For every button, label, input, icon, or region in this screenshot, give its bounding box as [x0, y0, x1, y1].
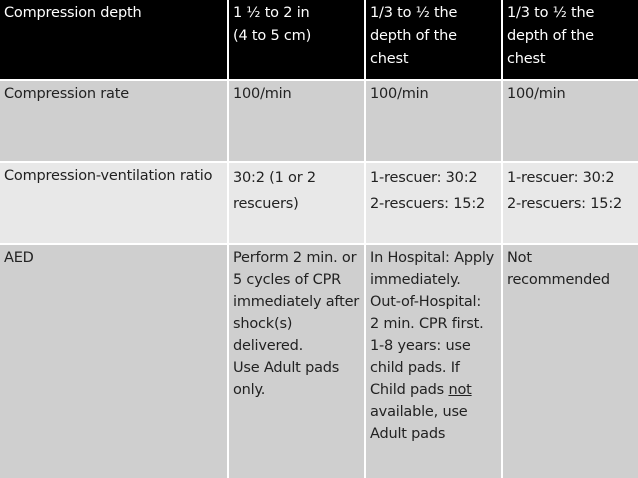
cell-rate-infant: [502, 80, 638, 162]
row-label-aed: [0, 244, 228, 478]
cell-line: In Hospital: Apply: [370, 250, 495, 266]
cell-line: chest: [507, 51, 546, 67]
cell-line: recommended: [507, 272, 610, 288]
cell-line: Perform 2 min. or: [233, 250, 357, 266]
cell-line: Use Adult pads: [233, 360, 340, 376]
cell-line: 1-rescuer: 30:2: [370, 170, 478, 186]
cell-line: delivered.: [233, 338, 304, 354]
cell-line: 1 ½ to 2 in: [233, 5, 310, 21]
cell-text: Compression depth: [4, 5, 142, 21]
cell-rate-child: [365, 80, 502, 162]
cell-line: 1/3 to ½ the: [507, 5, 595, 21]
row-label-compression-rate: [0, 80, 228, 162]
cell-line: Not: [507, 250, 532, 266]
cell-line: depth of the: [507, 28, 594, 44]
cell-line: shock(s): [233, 316, 293, 332]
cell-line: Adult pads: [370, 426, 446, 442]
cell-line: 1-8 years: use: [370, 338, 471, 354]
cell-line: available, use: [370, 404, 468, 420]
cell-line: 100/min: [507, 86, 566, 102]
cell-line: immediately after: [233, 294, 360, 310]
cell-line: 100/min: [233, 86, 292, 102]
cell-line: only.: [233, 382, 266, 398]
cell-line: depth of the: [370, 28, 457, 44]
cell-aed-infant: [502, 244, 638, 478]
cell-line: 100/min: [370, 86, 429, 102]
cell-line: 5 cycles of CPR: [233, 272, 342, 288]
cell-depth-infant: [502, 0, 638, 80]
cell-ratio-child: [365, 162, 502, 244]
cell-aed-child: [365, 244, 502, 478]
table-row-compression-ventilation-ratio: [0, 162, 638, 244]
cell-depth-adult: [228, 0, 365, 80]
row-label-compression-depth: [0, 0, 228, 80]
cell-line: Out-of-Hospital:: [370, 294, 482, 310]
cell-line: 30:2 (1 or 2: [233, 170, 316, 186]
cell-aed-adult: [228, 244, 365, 478]
cell-line: 2-rescuers: 15:2: [507, 196, 623, 212]
cell-text: AED: [4, 250, 34, 266]
cell-ratio-adult: [228, 162, 365, 244]
cell-rate-adult: [228, 80, 365, 162]
underlined-not: not: [448, 382, 472, 398]
cell-text: Compression rate: [4, 86, 129, 102]
cell-line: 2-rescuers: 15:2: [370, 196, 486, 212]
row-label-compression-ventilation-ratio: [0, 162, 228, 244]
cell-line: 1/3 to ½ the: [370, 5, 458, 21]
cell-line: immediately.: [370, 272, 461, 288]
cell-line: rescuers): [233, 196, 299, 212]
cell-text: Compression-ventilation ratio: [4, 168, 213, 184]
cell-line: (4 to 5 cm): [233, 28, 312, 44]
cell-line: 1-rescuer: 30:2: [507, 170, 615, 186]
cell-depth-child: [365, 0, 502, 80]
table-row-compression-depth: [0, 0, 638, 80]
cell-text: Child pads: [370, 382, 449, 398]
table-row-compression-rate: [0, 80, 638, 162]
cell-line: 2 min. CPR first.: [370, 316, 484, 332]
cell-line-child-pads-not-available: [370, 379, 498, 401]
cell-line: child pads. If: [370, 360, 460, 376]
table-row-aed: [0, 244, 638, 478]
cell-ratio-infant: [502, 162, 638, 244]
cell-line: chest: [370, 51, 409, 67]
